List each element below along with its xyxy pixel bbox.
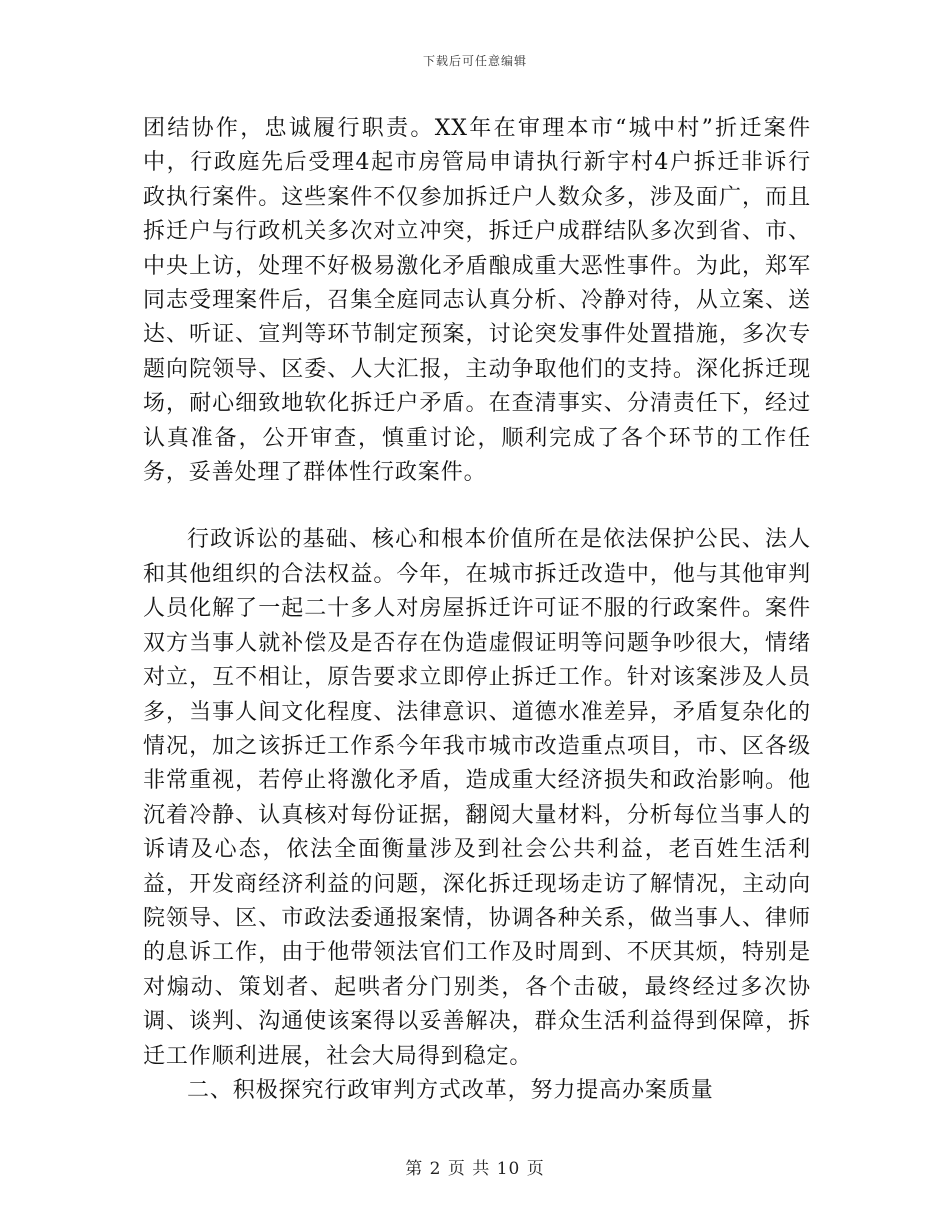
paragraph-2: 行政诉讼的基础、核心和根本价值所在是依法保护公民、法人和其他组织的合法权益。今年，在城市拆迁改造中，他与其他审判人员化解了一起二十多人对房屋拆迁许可证不服的行政案件。案件双方当事人就补偿及是否存在伪造虚假证明等问题争吵很大，情绪对立，互不相让，原告要求立即停止拆迁工作。针对该案涉及人员多，当事人间文化程度、法律意识、道德水准差异，矛盾复杂化的情况，加之该拆迁工作系今年我市城市改造重点项目，市、区各级非常重视，若停止将激化矛盾，造成重大经济损失和政治影响。他沉着冷静、认真核对每份证据，翻阅大量材料，分析每位当事人的诉请及心态，依法全面衡量涉及到社会公共利益，老百姓生活利益，开发商经济利益的问题，深化拆迁现场走访了解情况，主动向院领导、区、市政法委通报案情，协调各种关系，做当事人、律师的息诉工作，由于他带领法官们工作及时周到、不厌其烦，特别是对煽动、策划者、起哄者分门别类，各个击破，最终经过多次协调、谈判、沟通使该案得以妥善解决，群众生活利益得到保障，拆迁工作顺利进展，社会大局得到稳定。 bbox=[143, 527, 811, 1069]
section-heading: 二、积极探究行政审判方式改革，努力提高办案质量 bbox=[187, 1077, 714, 1103]
document-body bbox=[143, 112, 811, 1108]
page-header: 下载后可任意编辑 bbox=[422, 54, 527, 68]
page-footer: 第 2 页 共 10 页 bbox=[405, 1159, 545, 1179]
paragraph-1: 团结协作，忠诚履行职责。XX年在审理本市“城中村”折迁案件中，行政庭先后受理4起市房管局申请执行新宇村4户拆迁非诉行政执行案件。这些案件不仅参加拆迁户人数众多，涉及面广，而且拆迁户与行政机关多次对立冲突，拆迁户成群结队多次到省、市、中央上访，处理不好极易激化矛盾酿成重大恶性事件。为此，郑军同志受理案件后，召集全庭同志认真分析、冷静对待，从立案、送达、听证、宣判等环节制定预案，讨论突发事件处置措施，多次专题向院领导、区委、人大汇报，主动争取他们的支持。深化拆迁现场，耐心细致地软化拆迁户矛盾。在查清事实、分清责任下，经过认真准备，公开审查，慎重讨论，顺利完成了各个环节的工作任务，妥善处理了群体性行政案件。 bbox=[143, 116, 811, 486]
